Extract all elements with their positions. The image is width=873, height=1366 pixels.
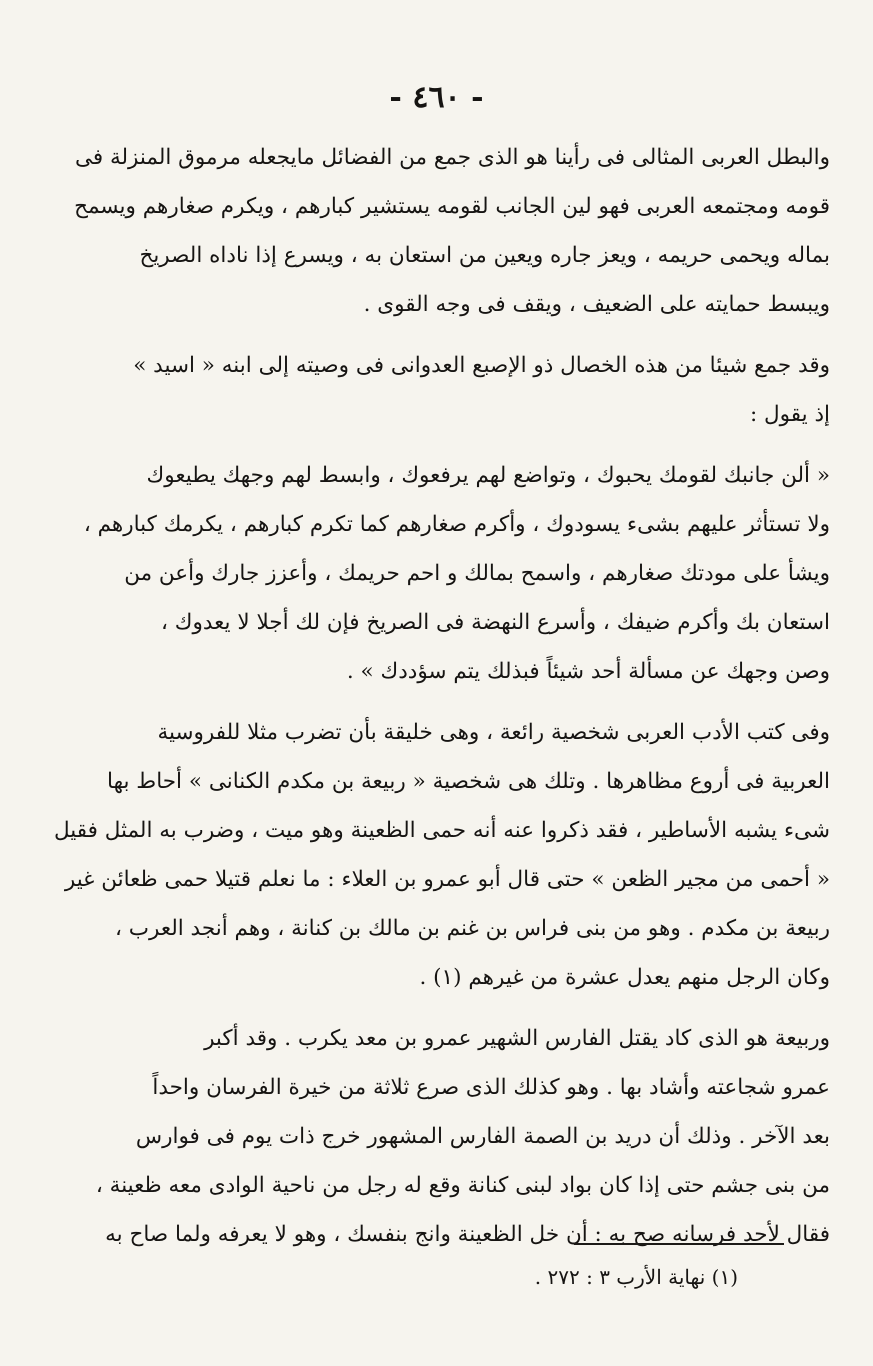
text-line: عمرو شجاعته وأشاد بها . وهو كذلك الذى صرع ثلاثة من خيرة الفرسان واحداً: [152, 1075, 830, 1100]
text-line: العربية فى أروع مظاهرها . وتلك هى شخصية « ربيعة بن مكدم الكنانى » أحاط بها: [107, 769, 830, 794]
text-line: قومه ومجتمعه العربى فهو لين الجانب لقومه يستشير كبارهم ، ويكرم صغارهم ويسمح: [74, 194, 830, 219]
text-line: بماله ويحمى حريمه ، ويعز جاره ويعين من استعان به ، ويسرع إذا ناداه الصريخ: [139, 243, 830, 268]
text-line: وقد جمع شيئا من هذه الخصال ذو الإصبع العدوانى فى وصيته إلى ابنه « اسيد »: [133, 353, 830, 378]
text-line: وصن وجهك عن مسألة أحد شيئاً فبذلك يتم سؤددك » .: [346, 659, 830, 684]
footnote: (١) نهاية الأرب ٣ : ٢٧٢ .: [534, 1265, 738, 1289]
text-line: فقال لأحد فرسانه صح به : أن خل الظعينة وانج بنفسك ، وهو لا يعرفه ولما صاح به: [105, 1222, 830, 1247]
text-line: والبطل العربى المثالى فى رأينا هو الذى جمع من الفضائل مايجعله مرموق المنزلة فى: [74, 145, 830, 170]
paragraph-4: [46, 708, 830, 1002]
body-text: [46, 133, 830, 1259]
text-line: ويشأ على مودتك صغارهم ، واسمح بمالك و احم حريمك ، وأعزز جارك وأعن من: [124, 561, 830, 586]
text-line: شىء يشبه الأساطير ، فقد ذكروا عنه أنه حمى الظعينة وهو ميت ، وضرب به المثل فقيل: [53, 818, 830, 843]
text-line: وكان الرجل منهم يعدل عشرة من غيرهم (١) .: [419, 965, 830, 990]
text-line: إذ يقول :: [749, 402, 830, 427]
text-line: استعان بك وأكرم ضيفك ، وأسرع النهضة فى الصريخ فإن لك أجلا لا يعدوك ،: [161, 610, 830, 635]
paragraph-2: [46, 341, 830, 439]
footnote-divider: [574, 1243, 784, 1245]
text-line: ربيعة بن مكدم . وهو من بنى فراس بن غنم بن مالك بن كنانة ، وهم أنجد العرب ،: [114, 916, 830, 941]
text-line: وفى كتب الأدب العربى شخصية رائعة ، وهى خليقة بأن تضرب مثلا للفروسية: [157, 720, 830, 745]
text-line: بعد الآخر . وذلك أن دريد بن الصمة الفارس المشهور خرج ذات يوم فى فوارس: [135, 1124, 830, 1149]
page-number: - ٤٦٠ -: [389, 80, 484, 115]
paragraph-5: [46, 1014, 830, 1259]
paragraph-1: [46, 133, 830, 329]
text-line: « ألن جانبك لقومك يحبوك ، وتواضع لهم يرفعوك ، وابسط لهم وجهك يطيعوك: [146, 463, 830, 488]
paragraph-3-quote: [46, 451, 830, 696]
text-line: ويبسط حمايته على الضعيف ، ويقف فى وجه القوى .: [363, 292, 830, 317]
text-line: « أحمى من مجير الظعن » حتى قال أبو عمرو بن العلاء : ما نعلم قتيلا حمى ظعائن غير: [64, 867, 830, 892]
text-line: ولا تستأثر عليهم بشىء يسودوك ، وأكرم صغارهم كما تكرم كبارهم ، يكرمك كبارهم ،: [83, 512, 830, 537]
text-line: من بنى جشم حتى إذا كان بواد لبنى كنانة وقع له رجل من ناحية الوادى معه ظعينة ،: [95, 1173, 830, 1198]
text-line: وربيعة هو الذى كاد يقتل الفارس الشهير عمرو بن معد يكرب . وقد أكبر: [204, 1026, 830, 1051]
